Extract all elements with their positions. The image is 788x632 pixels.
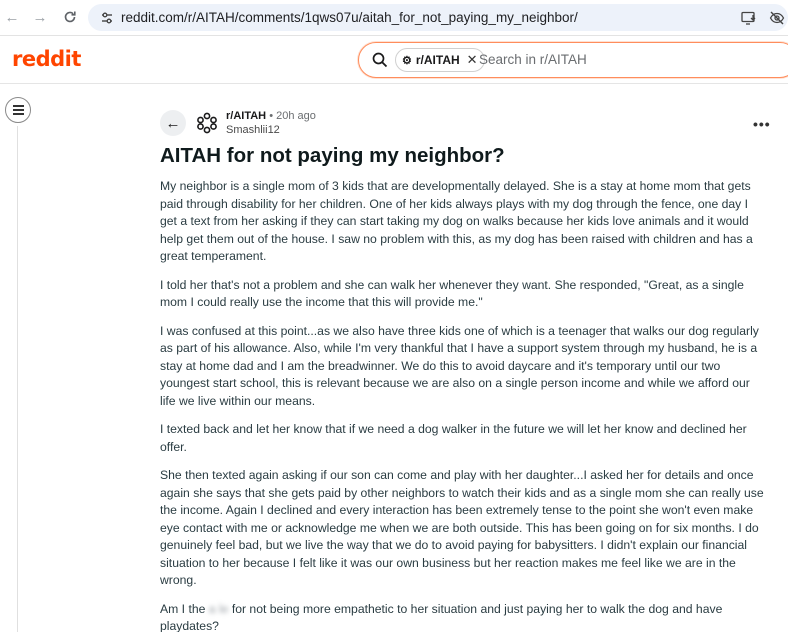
subreddit-filter-chip[interactable] xyxy=(395,48,485,72)
post-paragraph: My neighbor is a single mom of 3 kids that are developmentally delayed. She is a stay at home mom that gets paid through disability for her children. One of her kids always plays with my dog through the fence, one day I get a text from her asking if they can start taking my dog on walks because her kids love animals and it would help get them out of the house. I saw no problem with this, as my dog has been raised with children and has a great temperament. xyxy=(160,179,753,263)
more-options-button[interactable]: ••• xyxy=(753,116,771,132)
reload-icon[interactable] xyxy=(59,6,81,28)
site-info-icon[interactable] xyxy=(98,9,116,27)
subreddit-link[interactable]: r/AITAH xyxy=(226,110,267,122)
subreddit-icon: ⚙ xyxy=(402,54,412,67)
chip-label: r/AITAH xyxy=(415,53,460,67)
browser-toolbar xyxy=(0,0,788,36)
rail-divider xyxy=(17,126,18,632)
back-button[interactable]: ← xyxy=(160,110,186,136)
left-rail xyxy=(0,84,32,632)
post-body xyxy=(160,178,765,632)
remove-filter-icon[interactable]: ✕ xyxy=(466,52,478,67)
final-text-start: Am I the xyxy=(160,601,209,616)
blurred-word: a le xyxy=(208,601,229,616)
author-link[interactable]: Smashlii12 xyxy=(226,124,280,136)
url-text[interactable]: reddit.com/r/AITAH/comments/1qws07u/aitah_for_not_paying_my_neighbor/ xyxy=(121,10,578,25)
post-meta xyxy=(226,110,316,122)
subreddit-avatar-icon[interactable] xyxy=(194,110,220,136)
eye-off-icon[interactable] xyxy=(768,9,786,27)
meta-separator: • xyxy=(269,110,274,122)
search-input[interactable] xyxy=(479,52,779,67)
forward-arrow-icon[interactable]: → xyxy=(32,8,48,26)
install-app-icon[interactable] xyxy=(740,9,758,27)
post-time: 20h ago xyxy=(276,110,316,122)
menu-icon[interactable] xyxy=(5,97,31,123)
final-text-end: for not being more empathetic to her situation and just paying her to walk the dog and have playdates? xyxy=(160,601,723,632)
post-paragraph-final xyxy=(160,601,765,632)
post-paragraph: I was confused at this point...as we also have three kids one of which is a teenager that walks our dog regularly as part of his allowance. Also, while I'm very thankful that I have a support system through my husband, he is a stay at home dad and I am the breadwinner. We do this to avoid daycare and it's temporary until our two youngest start school, this is relevant because we are also on a single person income and while we afford our life we live within our means. xyxy=(160,323,759,408)
site-header xyxy=(0,36,788,84)
back-arrow-icon[interactable]: ← xyxy=(4,8,20,26)
post-paragraph: She then texted again asking if our son can come and play with her daughter...I asked her for details and once again she says that she gets paid by other neighbors to watch their kids and as a single mom she can really use the income. Again I declined and every interaction has been extremely tense to the point she won't even make eye contact with me or acknowledge me when we are both outside. This has been going on for six months. I do genuinely feel bad, but we live the way that we do to avoid paying for babysitters. I didn't explain our financial situation to her because I felt like it was our own business but her reaction makes me feel like we are in the wrong. xyxy=(160,468,764,587)
post-title: AITAH for not paying my neighbor? xyxy=(160,144,505,167)
address-bar[interactable] xyxy=(88,4,788,31)
post-paragraph: I told her that's not a problem and she can walk her whenever they want. She responded, "Great, as a single mom I could really use the income that this will provide me." xyxy=(160,277,744,309)
reddit-logo[interactable]: reddit xyxy=(12,47,81,71)
search-bar[interactable] xyxy=(358,42,788,78)
search-icon xyxy=(371,51,389,69)
post-paragraph: I texted back and let her know that if we need a dog walker in the future we will let her know and declined her offer. xyxy=(160,422,747,454)
